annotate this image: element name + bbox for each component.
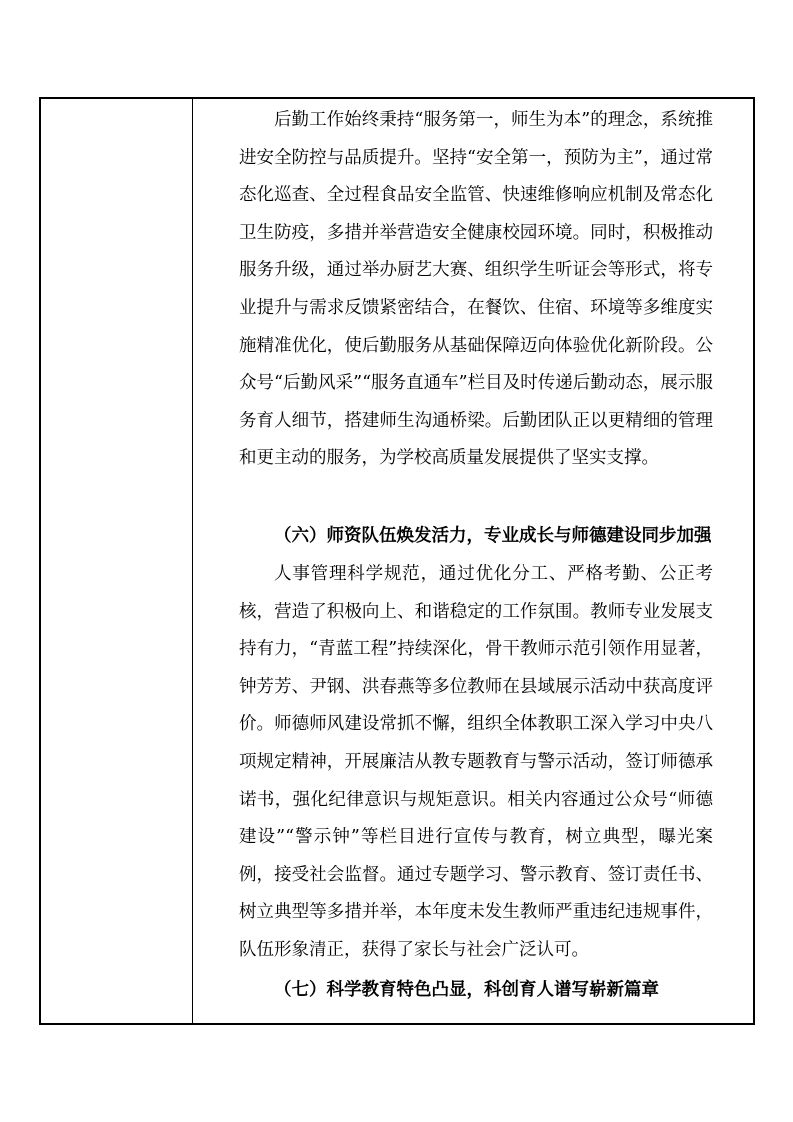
document-table [39, 97, 755, 1025]
table-left-cell [41, 99, 193, 1023]
heading-section-6: （六）师资队伍焕发活力，专业成长与师德建设同步加强 [274, 526, 712, 546]
paragraph-logistics: 后勤工作始终秉持“服务第一，师生为本”的理念，系统推进安全防控与品质提升。坚持“安全第一，预防为主”，通过常态化巡查、全过程食品安全监管、快速维修响应机制及常态化卫生防疫，多措并举营造安全健康校园环境。同时，积极推动服务升级，通过举办厨艺大赛、组织学生听证会等形式，将专业提升与需求反馈紧密结合，在餐饮、住宿、环境等多维度实施精准优化，使后勤服务从基础保障迈向体验优化新阶段。公众号“后勤风采”“服务直通车”栏目及时传递后勤动态，展示服务育人细节，搭建师生沟通桥梁。后勤团队正以更精细的管理和更主动的服务，为学校高质量发展提供了坚实支撑。 [239, 110, 713, 469]
table-right-cell [194, 99, 753, 1023]
heading-section-7: （七）科学教育特色凸显，科创育人谱写崭新篇章 [274, 980, 659, 1000]
paragraph-faculty: 人事管理科学规范，通过优化分工、严格考勤、公正考核，营造了积极向上、和谐稳定的工作氛围。教师专业发展支持有力，“青蓝工程”持续深化，骨干教师示范引领作用显著，钟芳芳、尹钢、洪春燕等多位教师在县域展示活动中获高度评价。师德师风建设常抓不懈，组织全体教职工深入学习中央八项规定精神，开展廉洁从教专题教育与警示活动，签订师德承诺书，强化纪律意识与规矩意识。相关内容通过公众号“师德建设”“警示钟”等栏目进行宣传与教育，树立典型，曝光案例，接受社会监督。通过专题学习、警示教育、签订责任书、树立典型等多措并举，本年度未发生教师严重违纪违规事件，队伍形象清正，获得了家长与社会广泛认可。 [239, 564, 713, 960]
